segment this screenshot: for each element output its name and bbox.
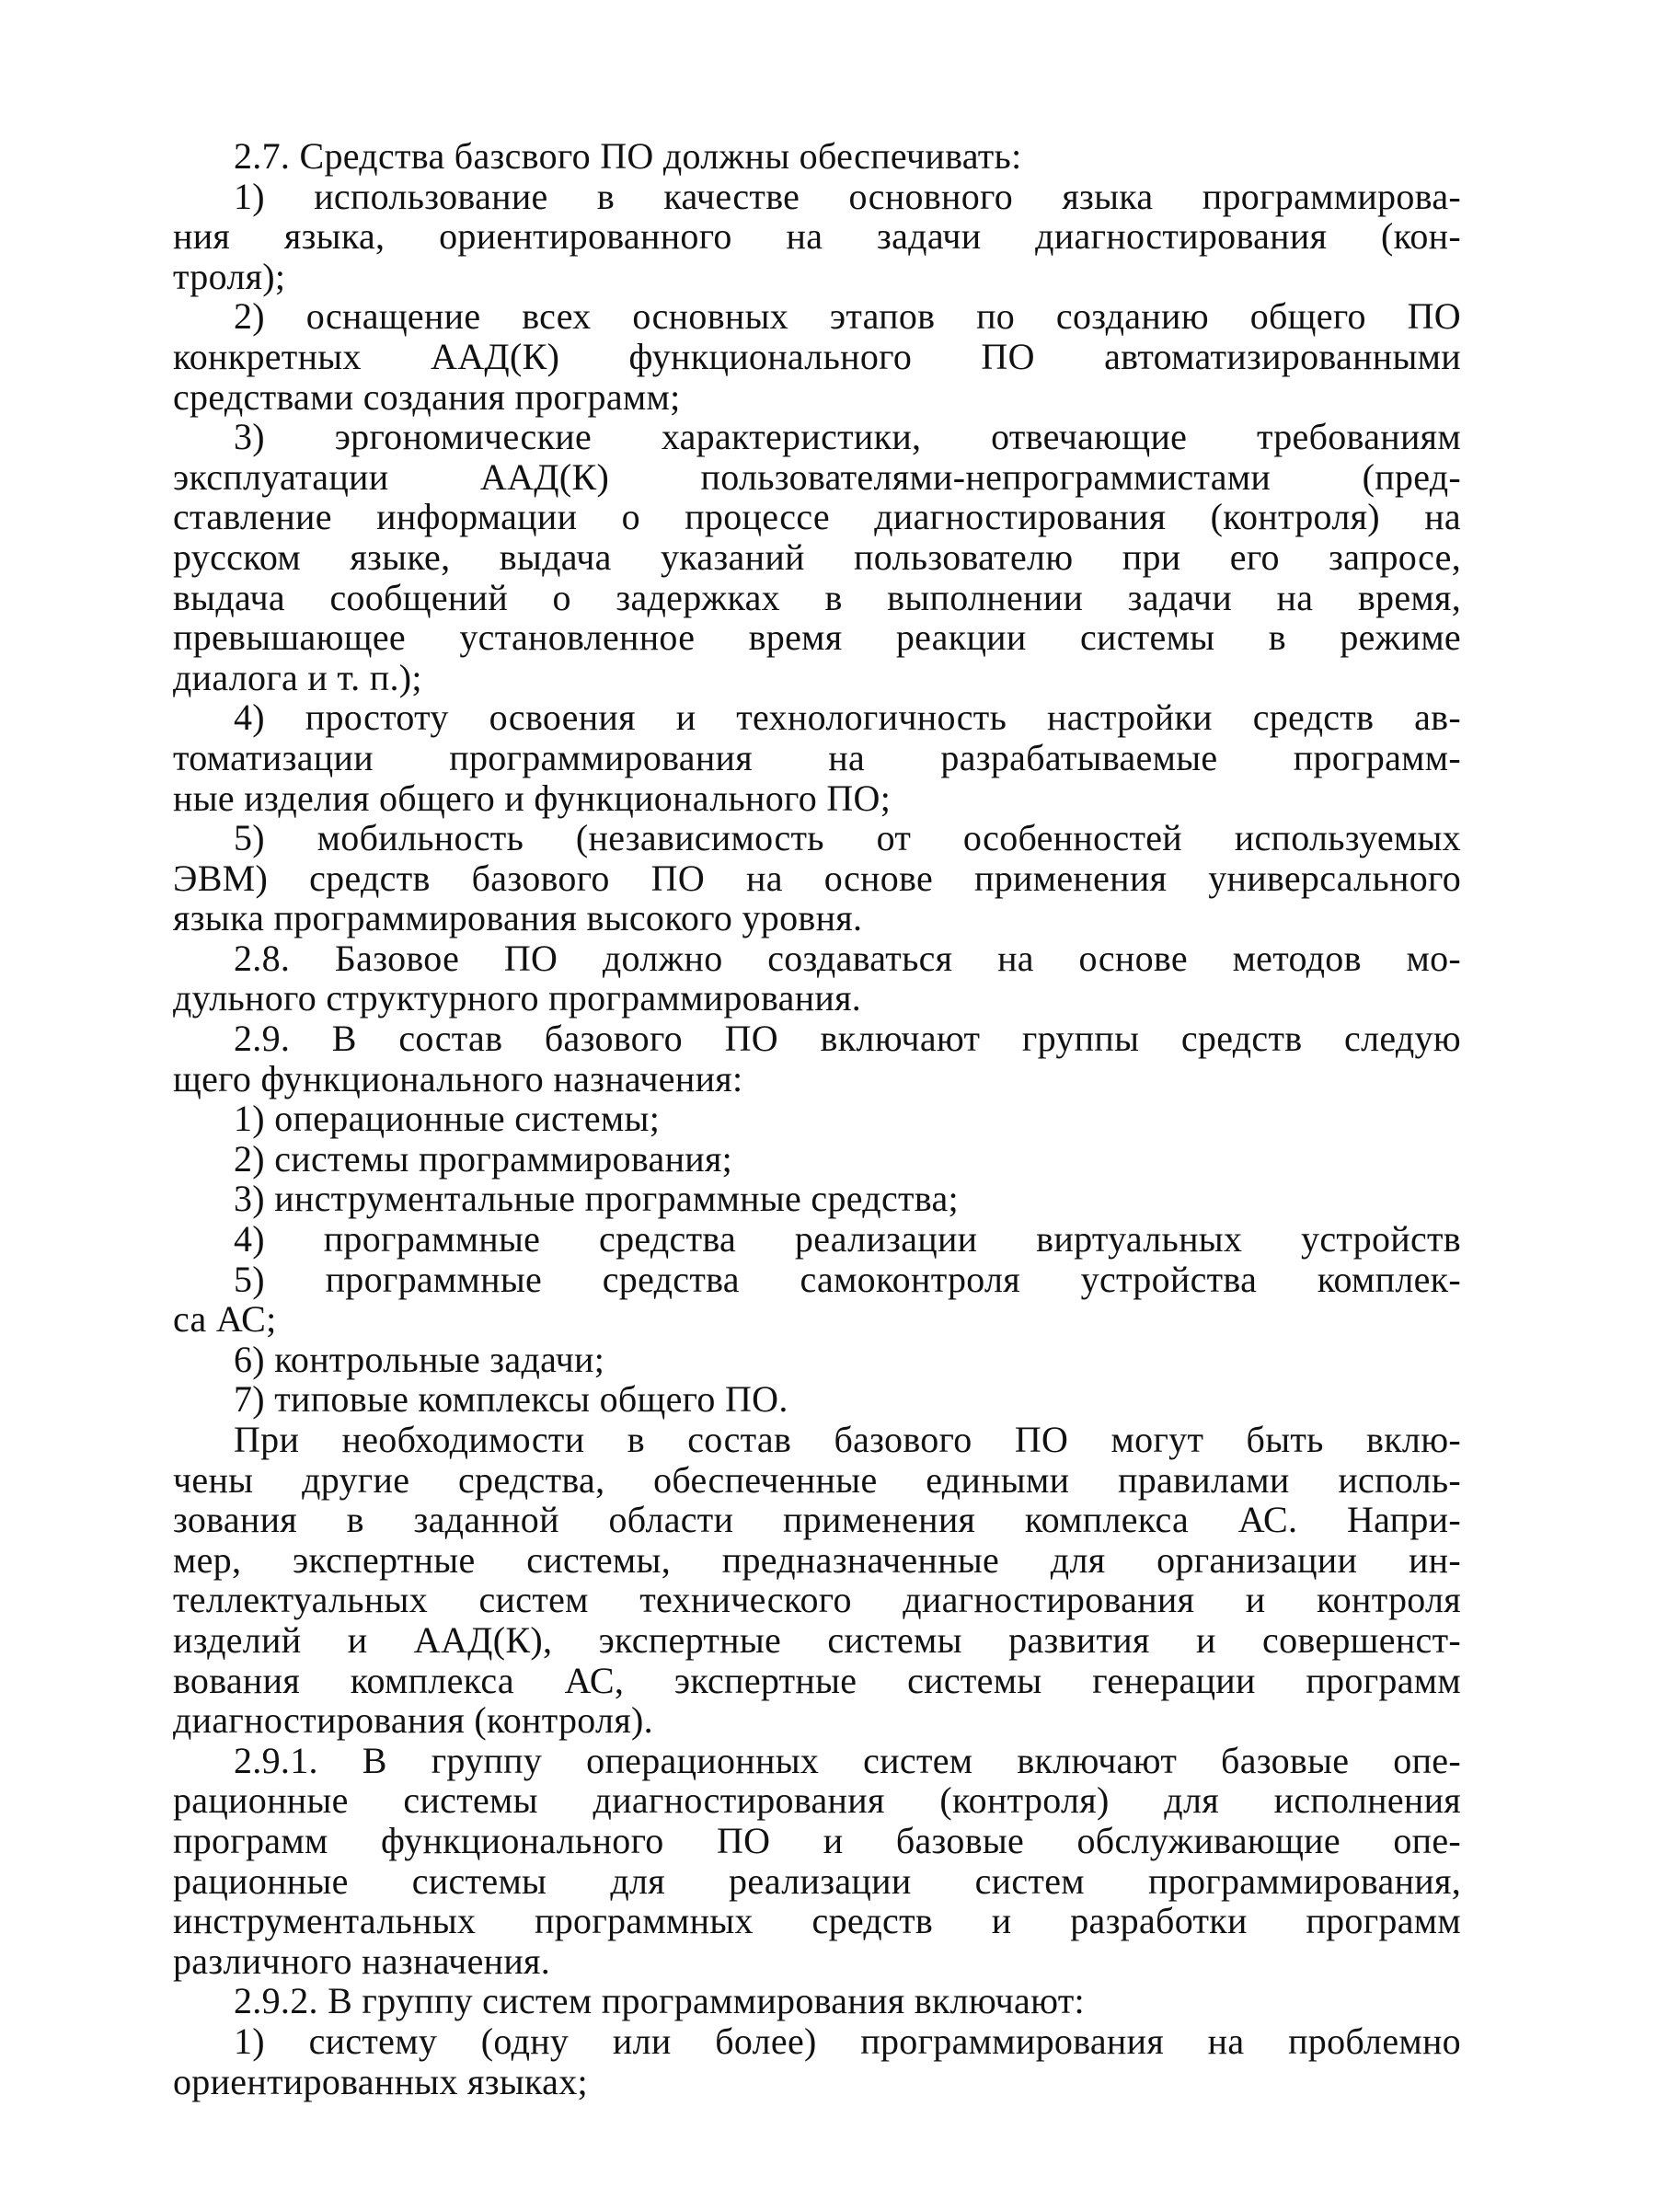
text-line: 1) систему (одну или более) программирования на проблемно <box>234 2020 1461 2062</box>
text-line: выдача сообщений о задержках в выполнении задачи на время, <box>173 576 1461 618</box>
text-line: чены другие средства, обеспеченные едиными правилами исполь- <box>173 1458 1461 1501</box>
text-line: 2.9. В состав базового ПО включают группы средств следую <box>234 1018 1461 1060</box>
text-line: изделий и ААД(К), экспертные системы развития и совершенст- <box>173 1618 1461 1661</box>
text-line: ставление информации о процессе диагностирования (контроля) на <box>173 496 1461 538</box>
text-line: 3) инструментальные программные средства; <box>234 1178 959 1220</box>
text-line: диагностирования (контроля). <box>173 1699 653 1742</box>
text-line: вования комплекса АС, экспертные системы генерации программ <box>173 1659 1461 1701</box>
text-line: 6) контрольные задачи; <box>234 1338 605 1380</box>
text-line: эксплуатации ААД(К) пользователями-непрограммистами (пред- <box>173 455 1461 498</box>
text-line: ЭВМ) средств базового ПО на основе применения универсального <box>173 857 1461 899</box>
text-line: диалога и т. п.); <box>173 656 422 698</box>
document-page <box>173 136 1461 2101</box>
text-line: ориентированных языках; <box>173 2060 588 2102</box>
text-line: са АС; <box>173 1298 277 1341</box>
text-line: конкретных ААД(К) функционального ПО автоматизированными <box>173 335 1461 377</box>
text-line: различного назначения. <box>173 1940 551 1982</box>
text-line: 2.7. Средства базсвого ПО должны обеспечивать: <box>234 135 1022 177</box>
text-line: русском языке, выдача указаний пользователю при его запросе, <box>173 535 1461 578</box>
text-line: 5) мобильность (независимость от особенностей используемых <box>234 817 1461 859</box>
text-line: теллектуальных систем технического диагностирования и контроля <box>173 1579 1461 1621</box>
text-line: рационные системы для реализации систем программирования, <box>173 1859 1461 1902</box>
text-line: 1) операционные системы; <box>234 1098 661 1140</box>
text-line: 2.9.1. В группу операционных систем включают базовые опе- <box>234 1739 1461 1781</box>
text-line: 2) системы программирования; <box>234 1137 733 1180</box>
text-line: 4) программные средства реализации виртуальных устройств <box>234 1218 1461 1260</box>
text-line: щего функционального назначения: <box>173 1057 743 1099</box>
text-line: мер, экспертные системы, предназначенные для организации ин- <box>173 1538 1461 1581</box>
text-line: 4) простоту освоения и технологичность настройки средств ав- <box>234 696 1461 739</box>
text-line: троля); <box>173 255 286 297</box>
text-line: 2) оснащение всех основных этапов по созданию общего ПО <box>234 295 1461 338</box>
text-line: рационные системы диагностирования (контроля) для исполнения <box>173 1779 1461 1822</box>
text-line: 7) типовые комплексы общего ПО. <box>234 1378 788 1421</box>
text-line: томатизации программирования на разрабатываемые программ- <box>173 736 1461 778</box>
text-line: превышающее установленное время реакции системы в режиме <box>173 616 1461 659</box>
text-line: языка программирования высокого уровня. <box>173 897 863 939</box>
text-line: 5) программные средства самоконтроля устройства комплек- <box>234 1258 1461 1300</box>
text-line: дульного структурного программирования. <box>173 977 862 1019</box>
text-line: 2.9.2. В группу систем программирования включают: <box>234 1980 1085 2022</box>
text-line: При необходимости в состав базового ПО могут быть вклю- <box>234 1419 1461 1460</box>
text-line: 1) использование в качестве основного языка программирова- <box>234 175 1461 217</box>
text-line: ния языка, ориентированного на задачи диагностирования (кон- <box>173 215 1461 258</box>
text-line: зования в заданной области применения комплекса АС. Напри- <box>173 1499 1461 1541</box>
text-line: средствами создания программ; <box>173 375 681 418</box>
text-line: 3) эргономические характеристики, отвечающие требованиям <box>234 416 1461 458</box>
text-line: ные изделия общего и функционального ПО; <box>173 777 892 819</box>
text-line: 2.8. Базовое ПО должно создаваться на основе методов мо- <box>234 937 1461 979</box>
text-line: программ функционального ПО и базовые обслуживающие опе- <box>173 1819 1461 1861</box>
text-line: инструментальных программных средств и разработки программ <box>173 1900 1461 1942</box>
